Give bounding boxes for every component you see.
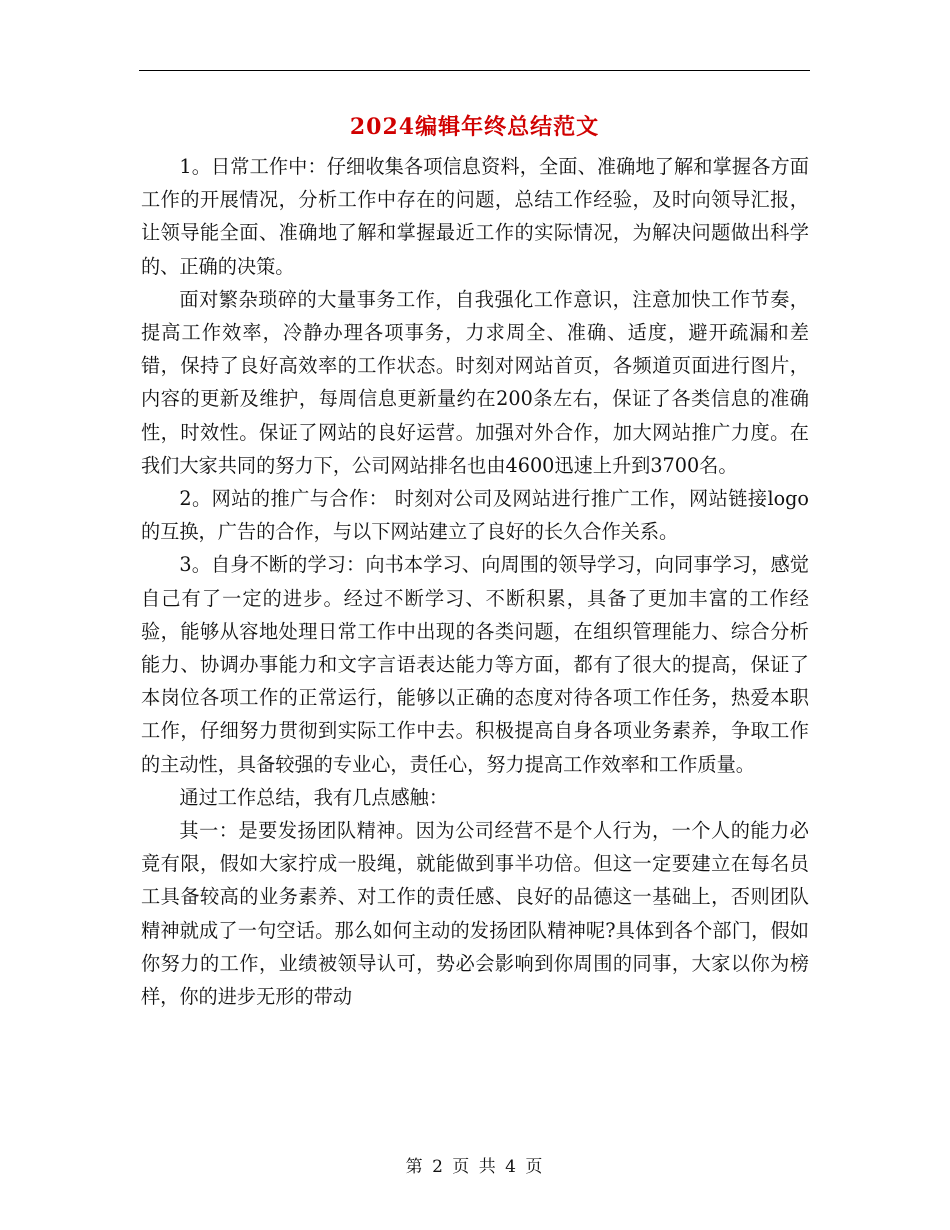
paragraph: 2。网站的推广与合作： 时刻对公司及网站进行推广工作，网站链接logo的互换，广告的合作，与以下网站建立了良好的长久合作关系。 <box>141 487 809 544</box>
paragraph: 面对繁杂琐碎的大量事务工作，自我强化工作意识，注意加快工作节奏，提高工作效率，冷静办理各项事务，力求周全、准确、适度，避开疏漏和差错，保持了良好高效率的工作状态。时刻对网站首页，各频道页面进行图片，内容的更新及维护，每周信息更新量约在200条左右，保证了各类信息的准确性，时效性。保证了网站的良好运营。加强对外合作，加大网站推广力度。在我们大家共同的努力下，公司网站排名也由4600迅速上升到3700名。 <box>141 287 809 477</box>
document-body <box>141 150 809 1013</box>
page-number-footer: 第 2 页 共 4 页 <box>405 1157 545 1177</box>
header-rule <box>139 70 810 71</box>
paragraph: 3。自身不断的学习：向书本学习、向周围的领导学习，向同事学习，感觉自己有了一定的进步。经过不断学习、不断积累，具备了更加丰富的工作经验，能够从容地处理日常工作中出现的各类问题，在组织管理能力、综合分析能力、协调办事能力和文字言语表达能力等方面，都有了很大的提高，保证了本岗位各项工作的正常运行，能够以正确的态度对待各项工作任务，热爱本职工作，仔细努力贯彻到实际工作中去。积极提高自身各项业务素养，争取工作的主动性，具备较强的专业心，责任心，努力提高工作效率和工作质量。 <box>141 553 809 776</box>
paragraph: 通过工作总结，我有几点感触： <box>179 785 449 809</box>
paragraph: 1。日常工作中：仔细收集各项信息资料，全面、准确地了解和掌握各方面工作的开展情况，分析工作中存在的问题，总结工作经验，及时向领导汇报，让领导能全面、准确地了解和掌握最近工作的实际情况，为解决问题做出科学的、正确的决策。 <box>141 155 809 278</box>
document-title: 2024编辑年终总结范文 <box>349 114 600 140</box>
paragraph: 其一：是要发扬团队精神。因为公司经营不是个人行为，一个人的能力必竟有限，假如大家拧成一股绳，就能做到事半功倍。但这一定要建立在每名员工具备较高的业务素养、对工作的责任感、良好的品德这一基础上，否则团队精神就成了一句空话。那么如何主动的发扬团队精神呢?具体到各个部门，假如你努力的工作，业绩被领导认可，势必会影响到你周围的同事，大家以你为榜样，你的进步无形的带动 <box>141 819 809 1009</box>
